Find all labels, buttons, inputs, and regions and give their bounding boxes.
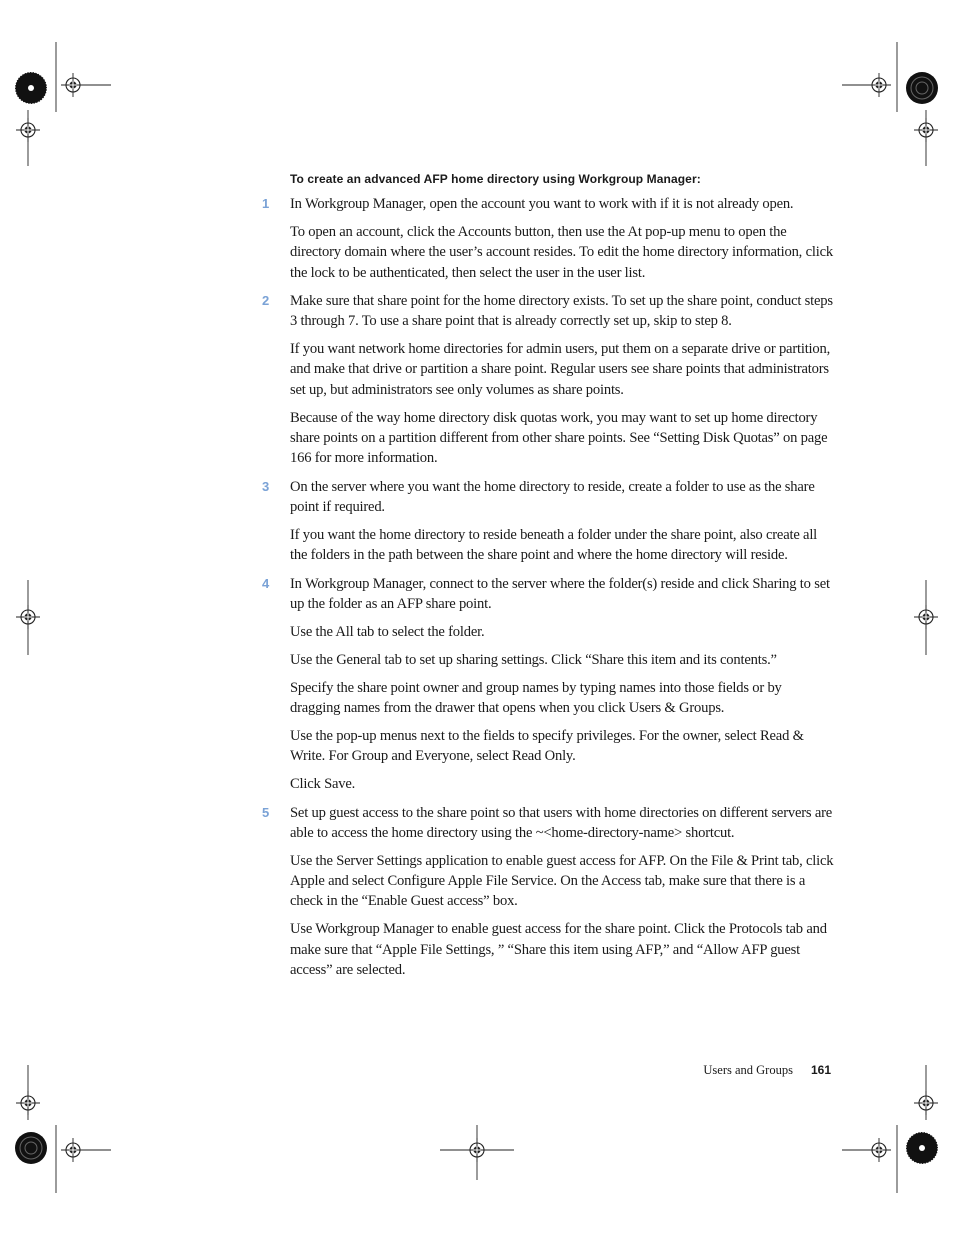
page-number: 161 — [810, 1063, 831, 1077]
step-paragraph: On the server where you want the home directory to reside, create a folder to use as the share point if required. — [290, 478, 815, 515]
step-paragraph: Specify the share point owner and group names by typing names into those fields or by dragging names from the drawer that opens when you click Users & Groups. — [290, 679, 782, 717]
procedure-heading: To create an advanced AFP home directory using Workgroup Manager: — [290, 172, 701, 186]
step-3 — [262, 477, 834, 566]
step-number: 4 — [262, 575, 270, 591]
step-number: 3 — [262, 478, 270, 494]
starburst-mark — [15, 72, 47, 104]
step-paragraph: Make sure that share point for the home directory exists. To set up the share point, conduct steps 3 through 7. To use a share point that is already correctly set up, skip to step 8. — [290, 292, 833, 330]
step-paragraph: If you want the home directory to reside beneath a folder under the share point, also create all the folders in the path between the share point and where the home directory will reside. — [290, 526, 818, 564]
starburst-mark — [906, 72, 938, 104]
step-paragraph: To open an account, click the Accounts button, then use the At pop-up menu to open the directory domain where the user’s account resides. To edit the home directory information, click the lock to be authenticated, then select the user in the user list. — [290, 223, 833, 281]
step-paragraph: If you want network home directories for admin users, put them on a separate drive or partition, and make that drive or partition a share point. Regular users see share points that administrators set up, but administrators see only volumes as share points. — [290, 341, 831, 398]
step-1 — [262, 194, 834, 283]
step-paragraph: In Workgroup Manager, connect to the server where the folder(s) reside and click Sharing to set up the folder as an AFP share point. — [290, 575, 830, 612]
starburst-mark — [15, 1132, 47, 1164]
step-paragraph: Use the All tab to select the folder. — [290, 623, 485, 640]
step-paragraph: Use Workgroup Manager to enable guest access for the share point. Click the Protocols tab and make sure that “Apple File Settings, ” “Share this item using AFP,” and “Allow AFP guest access” are selected. — [290, 921, 827, 979]
step-number: 5 — [262, 804, 270, 820]
page-content — [262, 172, 834, 980]
step-paragraph: Set up guest access to the share point so that users with home directories on different servers are able to access the home directory using the ~<home-directory-name> shortcut. — [290, 804, 833, 841]
step-paragraph: Because of the way home directory disk quotas work, you may want to set up home directory share points on a partition different from other share points. See “Setting Disk Quotas” on page 166 for more information. — [290, 409, 828, 467]
step-paragraph: Use the Server Settings application to enable guest access for AFP. On the File & Print tab, click Apple and select Configure Apple File Service. On the Access tab, make sure that there is a check in the “Enable Guest access” box. — [290, 852, 834, 910]
step-2 — [262, 291, 834, 469]
step-5 — [262, 803, 834, 981]
step-4 — [262, 574, 834, 795]
step-number: 1 — [262, 196, 270, 211]
step-paragraph: Use the pop-up menus next to the fields to specify privileges. For the owner, select Read & Write. For Group and Everyone, select Read Only. — [290, 728, 804, 765]
starburst-mark — [906, 1132, 938, 1164]
step-paragraph: Click Save. — [290, 776, 356, 793]
page-footer — [703, 1063, 831, 1078]
step-paragraph: In Workgroup Manager, open the account you want to work with if it is not already open. — [290, 196, 794, 212]
footer-section-title: Users and Groups — [703, 1063, 793, 1077]
step-number: 2 — [262, 292, 270, 308]
step-paragraph: Use the General tab to set up sharing settings. Click “Share this item and its contents.” — [290, 651, 777, 668]
